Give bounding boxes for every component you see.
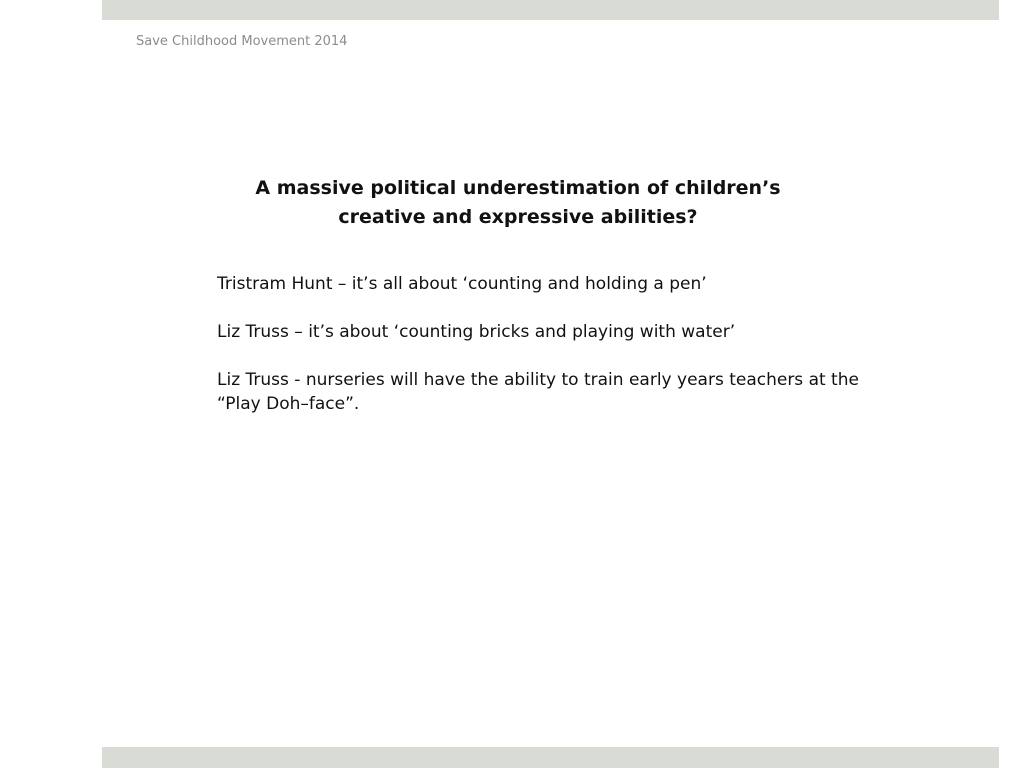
slide-title-line-1: A massive political underestimation of children’s (255, 177, 781, 199)
organization-label: Save Childhood Movement 2014 (136, 34, 348, 49)
slide-title-line-2: creative and expressive abilities? (338, 206, 698, 228)
quote-point-2: Liz Truss – it’s about ‘counting bricks and playing with water’ (217, 322, 736, 342)
quote-point-1: Tristram Hunt – it’s all about ‘counting and holding a pen’ (217, 274, 707, 294)
bottom-decorative-band (102, 747, 999, 768)
top-decorative-band (102, 0, 999, 20)
quote-point-3: Liz Truss - nurseries will have the ability to train early years teachers at the “Play Doh–face”. (217, 370, 859, 414)
slide-title (200, 174, 836, 232)
slide-body (217, 272, 897, 440)
